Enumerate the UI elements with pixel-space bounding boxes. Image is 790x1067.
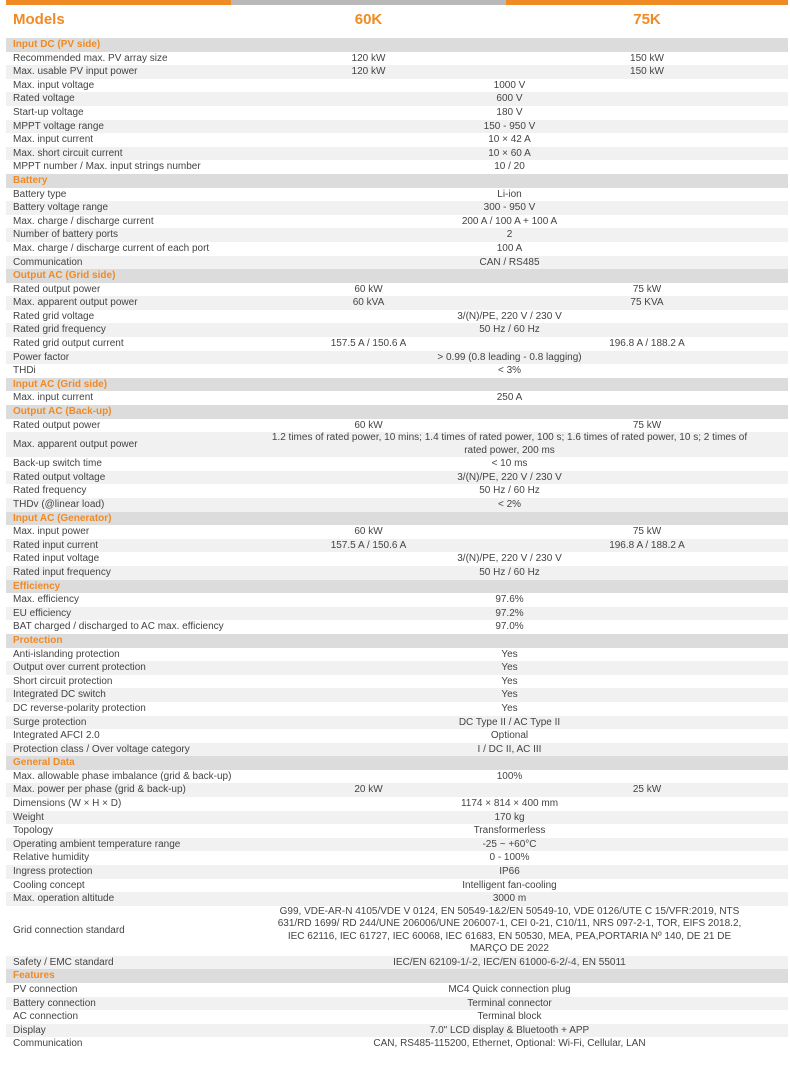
spec-label: Start-up voltage (13, 106, 84, 118)
header-models: Models (6, 0, 231, 38)
spec-label: Rated input voltage (13, 553, 100, 565)
spec-value-75k: 75 KVA (630, 297, 664, 309)
spec-row (6, 92, 788, 106)
spec-row (6, 215, 788, 229)
spec-value-shared: 50 Hz / 60 Hz (479, 485, 540, 497)
spec-value-75k: 25 kW (632, 784, 662, 796)
spec-value-shared: 3/(N)/PE, 220 V / 230 V (457, 553, 562, 565)
spec-value-75k: 196.8 A / 188.2 A (609, 338, 685, 350)
spec-label: Max. charge / discharge current of each port (13, 242, 210, 254)
spec-label: Max. input voltage (13, 79, 95, 91)
header-model-60k: 60K (231, 0, 506, 38)
spec-value-shared: 10 × 42 A (488, 134, 531, 146)
spec-row (6, 419, 788, 433)
spec-row (6, 593, 788, 607)
spec-row (6, 892, 788, 906)
spec-label: Battery voltage range (13, 202, 109, 214)
spec-label: Rated grid output current (13, 338, 124, 350)
spec-label: Max. input power (13, 526, 90, 538)
spec-row (6, 997, 788, 1011)
spec-label: Safety / EMC standard (13, 956, 114, 968)
spec-value-shared: G99, VDE-AR-N 4105/VDE V 0124, EN 50549-1&2/EN 50549-10, VDE 0126/UTE C 15/VFR:2019, NTS 631/RD 1699/ RD 244/UNE 206006/UNE 206007-1, CEI 0-21, C10/11, NRS 097-2-1, TOR, EIFS 2018.2, IEC 62116, IEC 61727, IEC 60068, IEC 61683, EN 50530, MEA, PEA,PORTARIA Nº 140, DE 21 DE MARÇO DE 2022 (277, 905, 742, 955)
spec-label: Recommended max. PV array size (13, 52, 168, 64)
spec-label: Rated input frequency (13, 566, 111, 578)
spec-label: Operating ambient temperature range (13, 838, 181, 850)
spec-value-shared: < 2% (497, 499, 522, 510)
spec-label: Display (13, 1024, 46, 1036)
spec-label: Communication (13, 256, 83, 268)
spec-label: Max. charge / discharge current (13, 215, 154, 227)
spec-row (6, 675, 788, 689)
spec-value-shared: 97.2% (495, 607, 524, 619)
spec-row (6, 471, 788, 485)
section-header: Protection (6, 634, 788, 648)
spec-value-75k: 75 kW (632, 419, 662, 431)
spec-value-shared: IP66 (499, 866, 520, 878)
spec-row (6, 983, 788, 997)
spec-value-60k: 60 kW (354, 419, 383, 431)
spec-value-shared: 2 (506, 229, 513, 241)
spec-value-shared: Yes (501, 675, 518, 687)
spec-value-shared: Terminal block (477, 1011, 542, 1023)
spec-row (6, 1037, 788, 1051)
spec-value-shared: 1.2 times of rated power, 10 mins; 1.4 times of rated power, 100 s; 1.6 times of rated power, 10 s; 2 times of rated power, 200 ms (271, 432, 748, 456)
spec-value-shared: Yes (501, 689, 518, 701)
spec-value-shared: 1174 × 814 × 400 mm (460, 798, 559, 810)
section-header: Features (6, 969, 788, 983)
spec-value-60k: 60 kVA (352, 297, 385, 309)
spec-value-shared: 3/(N)/PE, 220 V / 230 V (457, 310, 562, 322)
section-header: Input DC (PV side) (6, 38, 788, 52)
spec-label: Max. usable PV input power (13, 66, 138, 78)
spec-value-75k: 196.8 A / 188.2 A (609, 539, 685, 551)
spec-value-shared: Yes (501, 702, 518, 714)
spec-row (6, 838, 788, 852)
spec-table-body (6, 38, 788, 1051)
spec-row (6, 648, 788, 662)
spec-row (6, 79, 788, 93)
spec-value-shared: 10 / 20 (494, 161, 525, 173)
table-header (6, 0, 788, 38)
section-header: Output AC (Grid side) (6, 269, 788, 283)
spec-row (6, 879, 788, 893)
section-header: Efficiency (6, 580, 788, 594)
spec-label: EU efficiency (13, 607, 72, 619)
spec-row (6, 310, 788, 324)
spec-label: Max. apparent output power (13, 297, 138, 309)
spec-value-shared: < 10 ms (491, 458, 528, 470)
spec-row (6, 688, 788, 702)
spec-row (6, 552, 788, 566)
spec-label: Max. operation altitude (13, 893, 115, 905)
spec-row (6, 364, 788, 378)
spec-row (6, 133, 788, 147)
spec-label: Topology (13, 825, 54, 837)
spec-row (6, 351, 788, 365)
spec-label: DC reverse-polarity protection (13, 702, 146, 714)
spec-row (6, 432, 788, 457)
spec-label: Rated grid voltage (13, 310, 95, 322)
spec-row (6, 188, 788, 202)
spec-value-shared: 50 Hz / 60 Hz (479, 566, 540, 578)
spec-label: MPPT number / Max. input strings number (13, 161, 201, 173)
spec-label: Max. input current (13, 392, 94, 404)
spec-value-shared: > 0.99 (0.8 leading - 0.8 lagging) (437, 351, 582, 363)
spec-value-shared: MC4 Quick connection plug (448, 984, 571, 995)
spec-row (6, 865, 788, 879)
spec-row (6, 120, 788, 134)
spec-label: Max. input current (13, 134, 94, 146)
spec-value-60k: 120 kW (351, 52, 386, 64)
spec-label: Battery type (13, 188, 67, 200)
spec-value-shared: DC Type II / AC Type II (458, 716, 561, 728)
spec-label: Grid connection standard (13, 925, 125, 937)
spec-value-shared: 300 - 950 V (483, 202, 536, 214)
spec-label: Max. allowable phase imbalance (grid & back-up) (13, 770, 232, 782)
spec-row (6, 956, 788, 970)
spec-row (6, 729, 788, 743)
spec-row (6, 620, 788, 634)
spec-value-shared: Optional (490, 730, 529, 742)
spec-label: Back-up switch time (13, 458, 102, 470)
spec-value-60k: 60 kW (354, 283, 383, 295)
section-header: Battery (6, 174, 788, 188)
spec-value-shared: 97.6% (495, 594, 524, 606)
spec-label: Number of battery ports (13, 229, 119, 241)
spec-value-shared: 0 - 100% (489, 852, 530, 864)
spec-value-shared: 97.0% (495, 621, 524, 633)
spec-row (6, 52, 788, 66)
spec-value-shared: 200 A / 100 A + 100 A (461, 215, 558, 227)
spec-row (6, 242, 788, 256)
spec-row (6, 539, 788, 553)
spec-row (6, 851, 788, 865)
section-header: Output AC (Back-up) (6, 405, 788, 419)
spec-row (6, 337, 788, 351)
spec-label: Rated output voltage (13, 471, 106, 483)
spec-value-75k: 75 kW (632, 283, 662, 295)
spec-label: Surge protection (13, 716, 87, 728)
spec-value-75k: 150 kW (630, 66, 664, 78)
header-model-75k: 75K (506, 0, 788, 38)
spec-label: Max. efficiency (13, 594, 79, 606)
spec-row (6, 906, 788, 956)
spec-label: Cooling concept (13, 879, 85, 891)
spec-value-60k: 157.5 A / 150.6 A (330, 338, 407, 350)
spec-label: Protection class / Over voltage category (13, 743, 190, 755)
spec-value-shared: 180 V (496, 106, 523, 118)
spec-value-shared: Terminal connector (467, 997, 552, 1009)
spec-value-shared: 7.0" LCD display & Bluetooth + APP (429, 1024, 590, 1036)
spec-label: Communication (13, 1038, 83, 1050)
spec-row (6, 811, 788, 825)
spec-label: Rated output power (13, 283, 101, 295)
spec-row (6, 283, 788, 297)
spec-row (6, 607, 788, 621)
spec-label: Max. apparent output power (13, 438, 138, 450)
spec-label: Integrated DC switch (13, 689, 106, 701)
spec-value-60k: 157.5 A / 150.6 A (330, 539, 407, 551)
spec-row (6, 484, 788, 498)
spec-value-shared: -25 ~ +60°C (482, 838, 537, 850)
spec-label: AC connection (13, 1011, 79, 1023)
spec-label: Dimensions (W × H × D) (13, 798, 122, 810)
spec-label: Rated voltage (13, 93, 75, 105)
spec-label: Battery connection (13, 997, 96, 1009)
spec-value-shared: I / DC II, AC III (477, 743, 542, 755)
spec-value-shared: Yes (501, 662, 518, 674)
spec-value-shared: Li-ion (497, 188, 522, 200)
spec-row (6, 566, 788, 580)
spec-row (6, 106, 788, 120)
spec-sheet (6, 0, 788, 1051)
spec-label: PV connection (13, 984, 78, 995)
spec-row (6, 716, 788, 730)
spec-label: Integrated AFCI 2.0 (13, 730, 100, 742)
spec-label: Short circuit protection (13, 675, 113, 687)
spec-row (6, 1010, 788, 1024)
spec-label: Relative humidity (13, 852, 90, 864)
spec-value-shared: Yes (501, 648, 518, 660)
section-header: Input AC (Generator) (6, 512, 788, 526)
spec-label: Rated grid frequency (13, 324, 106, 336)
spec-row (6, 256, 788, 270)
spec-row (6, 65, 788, 79)
spec-label: THDi (13, 365, 36, 377)
spec-row (6, 661, 788, 675)
spec-value-shared: CAN / RS485 (479, 256, 540, 268)
spec-label: Power factor (13, 351, 70, 363)
spec-label: Rated output power (13, 419, 101, 431)
spec-value-75k: 75 kW (632, 526, 662, 538)
spec-row (6, 1024, 788, 1038)
spec-value-shared: 3/(N)/PE, 220 V / 230 V (457, 471, 562, 483)
spec-row (6, 498, 788, 512)
spec-value-shared: 10 × 60 A (488, 147, 531, 159)
spec-value-shared: Intelligent fan-cooling (462, 879, 557, 891)
spec-row (6, 201, 788, 215)
spec-value-75k: 150 kW (630, 52, 664, 64)
spec-value-shared: Transformerless (473, 825, 546, 837)
spec-row (6, 770, 788, 784)
spec-label: Rated frequency (13, 485, 87, 497)
spec-row (6, 783, 788, 797)
spec-value-60k: 60 kW (354, 526, 383, 538)
spec-value-shared: IEC/EN 62109-1/-2, IEC/EN 61000-6-2/-4, EN 55011 (393, 956, 626, 968)
spec-row (6, 525, 788, 539)
spec-row (6, 457, 788, 471)
spec-label: Max. short circuit current (13, 147, 123, 159)
spec-value-shared: 50 Hz / 60 Hz (479, 324, 540, 336)
spec-label: Max. power per phase (grid & back-up) (13, 784, 186, 796)
spec-label: Ingress protection (13, 866, 93, 878)
spec-label: Rated input current (13, 539, 99, 551)
spec-row (6, 323, 788, 337)
spec-label: MPPT voltage range (13, 120, 104, 132)
section-header: Input AC (Grid side) (6, 378, 788, 392)
spec-value-60k: 20 kW (354, 784, 383, 796)
spec-row (6, 702, 788, 716)
spec-value-shared: 150 - 950 V (483, 120, 536, 132)
spec-label: THDv (@linear load) (13, 499, 105, 510)
spec-label: BAT charged / discharged to AC max. efficiency (13, 621, 224, 633)
spec-value-60k: 120 kW (351, 66, 386, 78)
spec-row (6, 743, 788, 757)
spec-value-shared: 3000 m (492, 893, 527, 905)
spec-label: Anti-islanding protection (13, 648, 120, 660)
spec-label: Weight (13, 811, 44, 823)
section-header: General Data (6, 756, 788, 770)
spec-value-shared: < 3% (497, 365, 522, 377)
spec-row (6, 296, 788, 310)
spec-row (6, 797, 788, 811)
spec-row (6, 391, 788, 405)
spec-value-shared: 1000 V (493, 79, 526, 91)
spec-row (6, 160, 788, 174)
spec-value-shared: 600 V (496, 93, 523, 105)
spec-value-shared: 170 kg (494, 811, 525, 823)
spec-value-shared: 100 A (496, 242, 523, 254)
spec-row (6, 147, 788, 161)
spec-value-shared: 100% (496, 770, 523, 782)
spec-row (6, 824, 788, 838)
spec-label: Output over current protection (13, 662, 146, 674)
spec-value-shared: CAN, RS485-115200, Ethernet, Optional: Wi-Fi, Cellular, LAN (373, 1038, 646, 1050)
spec-row (6, 228, 788, 242)
spec-value-shared: 250 A (496, 392, 523, 404)
